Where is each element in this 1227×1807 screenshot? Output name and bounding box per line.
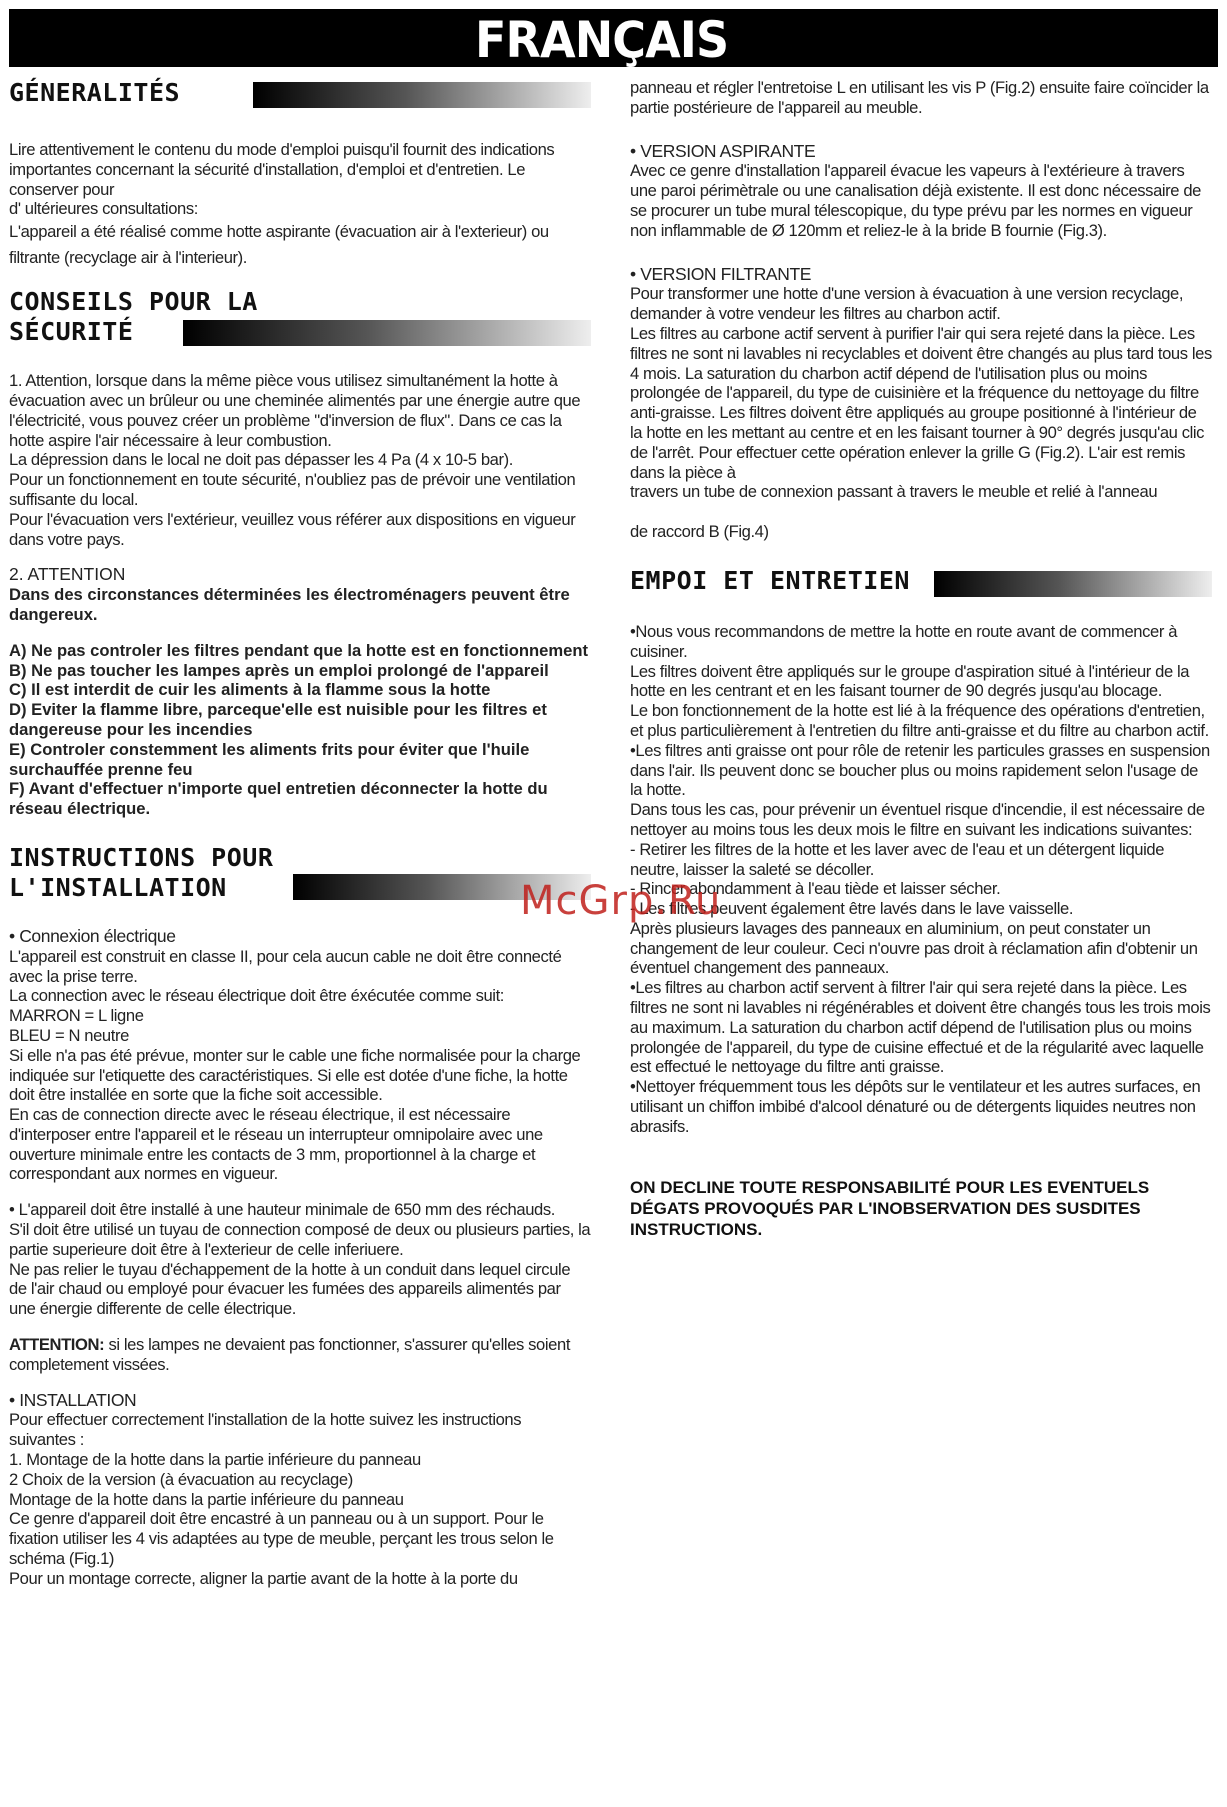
heading-gradient-bar xyxy=(934,571,1212,597)
attention-block: 2. ATTENTION Dans des circonstances déterminées les électroménagers peuvent être dangereux. A) Ne pas controler les filtres pendant que la hotte est en fonctionnement B) Ne pas toucher les lampes après un emploi prolongé de l'appareil C) Il est interdit de cuir les aliments à la flamme sous la hotte D) Eviter la flamme libre, parceque'elle est nuisible pour les filtres et dangereuse pour les incendies E) Controler constemment les aliments frits pour éviter que l'huile surchauffée prenne feu F) Avant d'effectuer n'importe quel entretien déconnecter la hotte du réseau électrique. xyxy=(9,564,589,819)
continued-text: panneau et régler l'entretoise L en utilisant les vis P (Fig.2) ensuite faire coïncider la partie postérieure de l'appareil au meuble. xyxy=(630,78,1209,117)
attention-lampes: ATTENTION: si les lampes ne devaient pas fonctionner, s'assurer qu'elles soient completement vissées. xyxy=(9,1335,571,1374)
disclaimer: ON DECLINE TOUTE RESPONSABILITÉ POUR LES EVENTUELS DÉGATS PROVOQUÉS PAR L'INOBSERVATION DES SUSDITES INSTRUCTIONS. xyxy=(630,1177,1150,1239)
right-column xyxy=(630,78,1212,1240)
version-aspirante-text: Avec ce genre d'installation l'appareil évacue les vapeurs à l'extérieure à travers une paroi périmètrale ou une canalisation déjà existente. Il est donc nécessaire de se procurer un tube mural télescopique, du type prévu par les normes en vigueur non inflammable de Ø 120mm et reliez-le à la bride B fournie (Fig.3). xyxy=(630,161,1202,240)
section-heading-conseils: CONSEILS POUR LA SÉCURITÉ xyxy=(9,287,591,347)
emploi-text: •Nous vous recommandons de mettre la hotte en route avant de commencer à cuisiner. Les filtres doivent être appliqués sur le groupe d'aspiration situé à l'intérieur de la hotte en les centrant et en les faisant tourner de 90 degrés jusqu'au blocage. Le bon fonctionnement de la hotte est lié à la fréquence des opérations d'entretien, et plus particulièrement à l'entretien du filtre anti-graisse et du filtre au charbon actif. •Les filtres anti graisse ont pour rôle de retenir les particules grasses en suspension dans l'air. Ils peuvent donc se boucher plus ou moins rapidement selon l'usage de la hotte. Dans tous les cas, pour prévenir un éventuel risque d'incendie, il est nécessaire de nettoyer au moins tous les deux mois le filtre en suivant les indications suivantes: - Retirer les filtres de la hotte et les laver avec de l'eau et un détergent liquide neutre, laisser la saleté se décoller. - Rincer abondamment à l'eau tiède et laisser sécher. - Les filtres peuvent également être lavés dans le lave vaisselle. Après plusieurs lavages des panneaux en aluminium, on peut constater un changement de leur couleur. Ceci n'ouvre pas droit à réclamation afin d'obtenir un éventuel changement des panneaux. •Les filtres au charbon actif servent à filtrer l'air qui sera rejeté dans la pièce. Les filtres ne sont ni lavables ni régénérables et doivent être changés tous les trois mois au maximum. La saturation du charbon actif dépend de l'utilisation plus ou moins prolongée de l'appareil, du type de cuisine effectué et de la régularité avec laquelle est effectué le nettoyage du filtre anti graisse. •Nettoyer fréquemment tous les dépôts sur le ventilateur et les autres surfaces, en utilisant un chiffon imbibé d'alcool dénaturé ou de détergents liquides neutres non abrasifs. xyxy=(630,621,1211,1136)
version-aspirante-title: • VERSION ASPIRANTE xyxy=(630,140,816,161)
connexion-electrique: • Connexion électrique L'appareil est construit en classe II, pour cela aucun cable ne doit être connecté avec la prise terre. La connection avec le réseau électrique doit être éxécutée comme suit: MARRON = L ligne BLEU = N neutre Si elle n'a pas été prévue, monter sur le cable une fiche normalisée pour la charge indiquée sur l'etiquette des caractéristiques. Si elle est dotée d'une fiche, la hotte doit être installée en sorte que la fiche soit accessible. En cas de connection directe avec le réseau électrique, il est nécessaire d'interposer entre l'appareil et le réseau un interrupteur omnipolaire avec une ouverture minimale entre les contacts de 3 mm, proportionnel à la charge et correspondant aux normes en vigueur. xyxy=(9,925,581,1184)
version-filtrante-title: • VERSION FILTRANTE xyxy=(630,263,812,284)
heading-gradient-bar xyxy=(183,320,591,346)
page-title: FRANÇAIS xyxy=(474,11,728,69)
installation-section: • INSTALLATION Pour effectuer correctement l'installation de la hotte suivez les instructions suivantes : 1. Montage de la hotte dans la partie inférieure du panneau 2 Choix de la version (à évacuation au recyclage) Montage de la hotte dans la partie inférieure du panneau Ce genre d'appareil doit être encastré à un panneau ou à un support. Pour le fixation utiliser les 4 vis adaptées au type de meuble, perçant les trous selon le schéma (Fig.1) Pour un montage correcte, aligner la partie avant de la hotte à la porte du xyxy=(9,1389,554,1588)
section-heading-instructions: INSTRUCTIONS POUR L'INSTALLATION xyxy=(9,843,591,903)
version-filtrante-text: Pour transformer une hotte d'une version à évacuation à une version recyclage, demander à votre vendeur les filtres au charbon actif. Les filtres au carbone actif servent à purifier l'air qui sera rejeté dans la pièce. Les filtres ne sont ni lavables ni recyclables et doivent être changés au plus tard tous les 4 mois. La saturation du charbon actif dépend de l'utilisation plus ou moins prolongée de l'appareil, du type de cuisinière et la fréquence du nettoyage du filtre anti-graisse. Les filtres doivent être appliqués au groupe positionné à l'intérieur de la hotte en les mettant au centre et en les faisant tourner à 90° degrés jusqu'au clic de l'arrêt. Pour effectuer cette opération enlever la grille G (Fig.2). L'air est remis dans la pièce à travers un tube de connexion passant à travers le meuble et relié à l'anneau de raccord B (Fig.4) xyxy=(630,284,1212,542)
header-bar xyxy=(9,9,1218,67)
conseils-text: 1. Attention, lorsque dans la même pièce vous utilisez simultanément la hotte à évacuation avec un brûleur ou une cheminée alimentés par une énergie autre que l'électricité, vous pouvez créer un problème "d'inversion de flux". Dans ce cas la hotte aspire l'air nécessaire à leur combustion. La dépression dans le local ne doit pas dépasser les 4 Pa (4 x 10-5 bar). Pour un fonctionnement en toute sécurité, n'oubliez pas de prévoir une ventilation suffisante du local. Pour l'évacuation vers l'extérieur, veuillez vous référer aux dispositions en vigueur dans votre pays. xyxy=(9,371,581,549)
section-heading-emploi: EMPOI ET ENTRETIEN xyxy=(630,566,1212,606)
watermark: McGrp.Ru xyxy=(520,878,722,924)
hauteur-installation: • L'appareil doit être installé à une hauteur minimale de 650 mm des réchauds. S'il doit être utilisé un tuyau de connection composé de deux ou plusieurs parties, la partie superieure doit être à l'exterieur de celle inferiuere. Ne pas relier le tuyau d'échappement de la hotte à un conduit dans lequel circule de l'air chaud ou employé pour évacuer les fumées des appareils alimentés par une énergie differente de celle électrique. xyxy=(9,1200,591,1319)
section-heading-generalites: GÉNERALITÉS xyxy=(9,78,591,116)
generalites-text: Lire attentivement le contenu du mode d'emploi puisqu'il fournit des indications importantes concernant la sécurité d'installation, d'emploi et d'entretien. Le conserver pour d' ultérieures consultations: L'appareil a été réalisé comme hotte aspirante (évacuation air à l'exterieur) ou filtrante (recyclage air à l'interieur). xyxy=(9,140,555,268)
left-column xyxy=(9,78,591,1589)
heading-gradient-bar xyxy=(253,82,591,108)
